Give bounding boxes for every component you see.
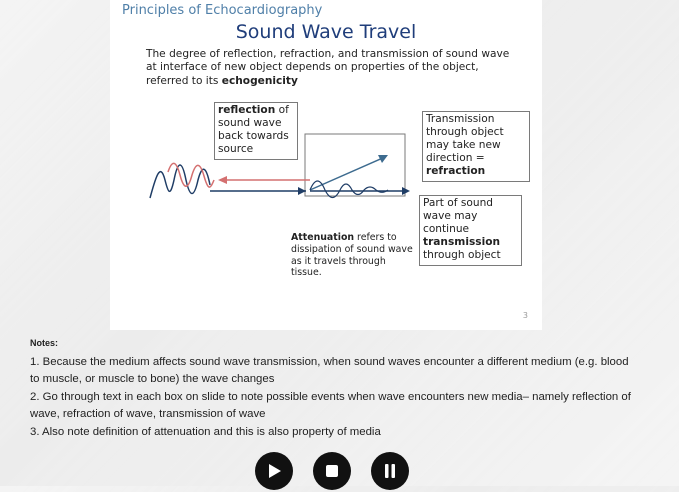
playback-controls: [255, 452, 415, 492]
notes-heading: Notes:: [30, 338, 59, 348]
slide: [110, 0, 542, 330]
slide-title: Sound Wave Travel: [235, 21, 417, 43]
echogenicity-term: echogenicity: [221, 74, 298, 87]
note-item-1: 1. Because the medium affects sound wave transmission, when sound waves encounter a different medium (e.g. blood to muscle, or muscle to bone) the wave changes: [30, 356, 629, 385]
pause-icon: [381, 462, 399, 480]
attenuation-text: Attenuation refers to dissipation of sound wave as it travels through tissue.: [291, 232, 413, 279]
slide-body-text: The degree of reflection, refraction, and transmission of sound wave at interface of new object depends on properties of the object, referred to its echogenicity: [146, 48, 510, 87]
deck-title: Principles of Echocardiography: [122, 3, 323, 18]
attenuated-wave: [310, 181, 388, 198]
reflection-box: reflection of sound wave back towards source: [214, 102, 298, 160]
play-icon: [265, 462, 283, 480]
refraction-box: Transmission through object may take new direction = refraction: [422, 111, 530, 182]
note-item-3: 3. Also note definition of attenuation and this is also property of media: [30, 426, 381, 438]
incident-wave: [150, 165, 210, 198]
note-item-2: 2. Go through text in each box on slide to note possible events when wave encounters new media– namely reflection of wave, refraction of wave, transmission of wave: [30, 391, 631, 420]
stop-icon: [323, 462, 341, 480]
stop-button[interactable]: [313, 452, 351, 490]
notes-section: [30, 338, 640, 442]
pause-button[interactable]: [371, 452, 409, 490]
transmission-box: Part of sound wave may continue transmission through object: [419, 195, 522, 266]
play-button[interactable]: [255, 452, 293, 490]
object-rectangle: [305, 134, 405, 196]
slide-page-number: 3: [522, 311, 528, 320]
